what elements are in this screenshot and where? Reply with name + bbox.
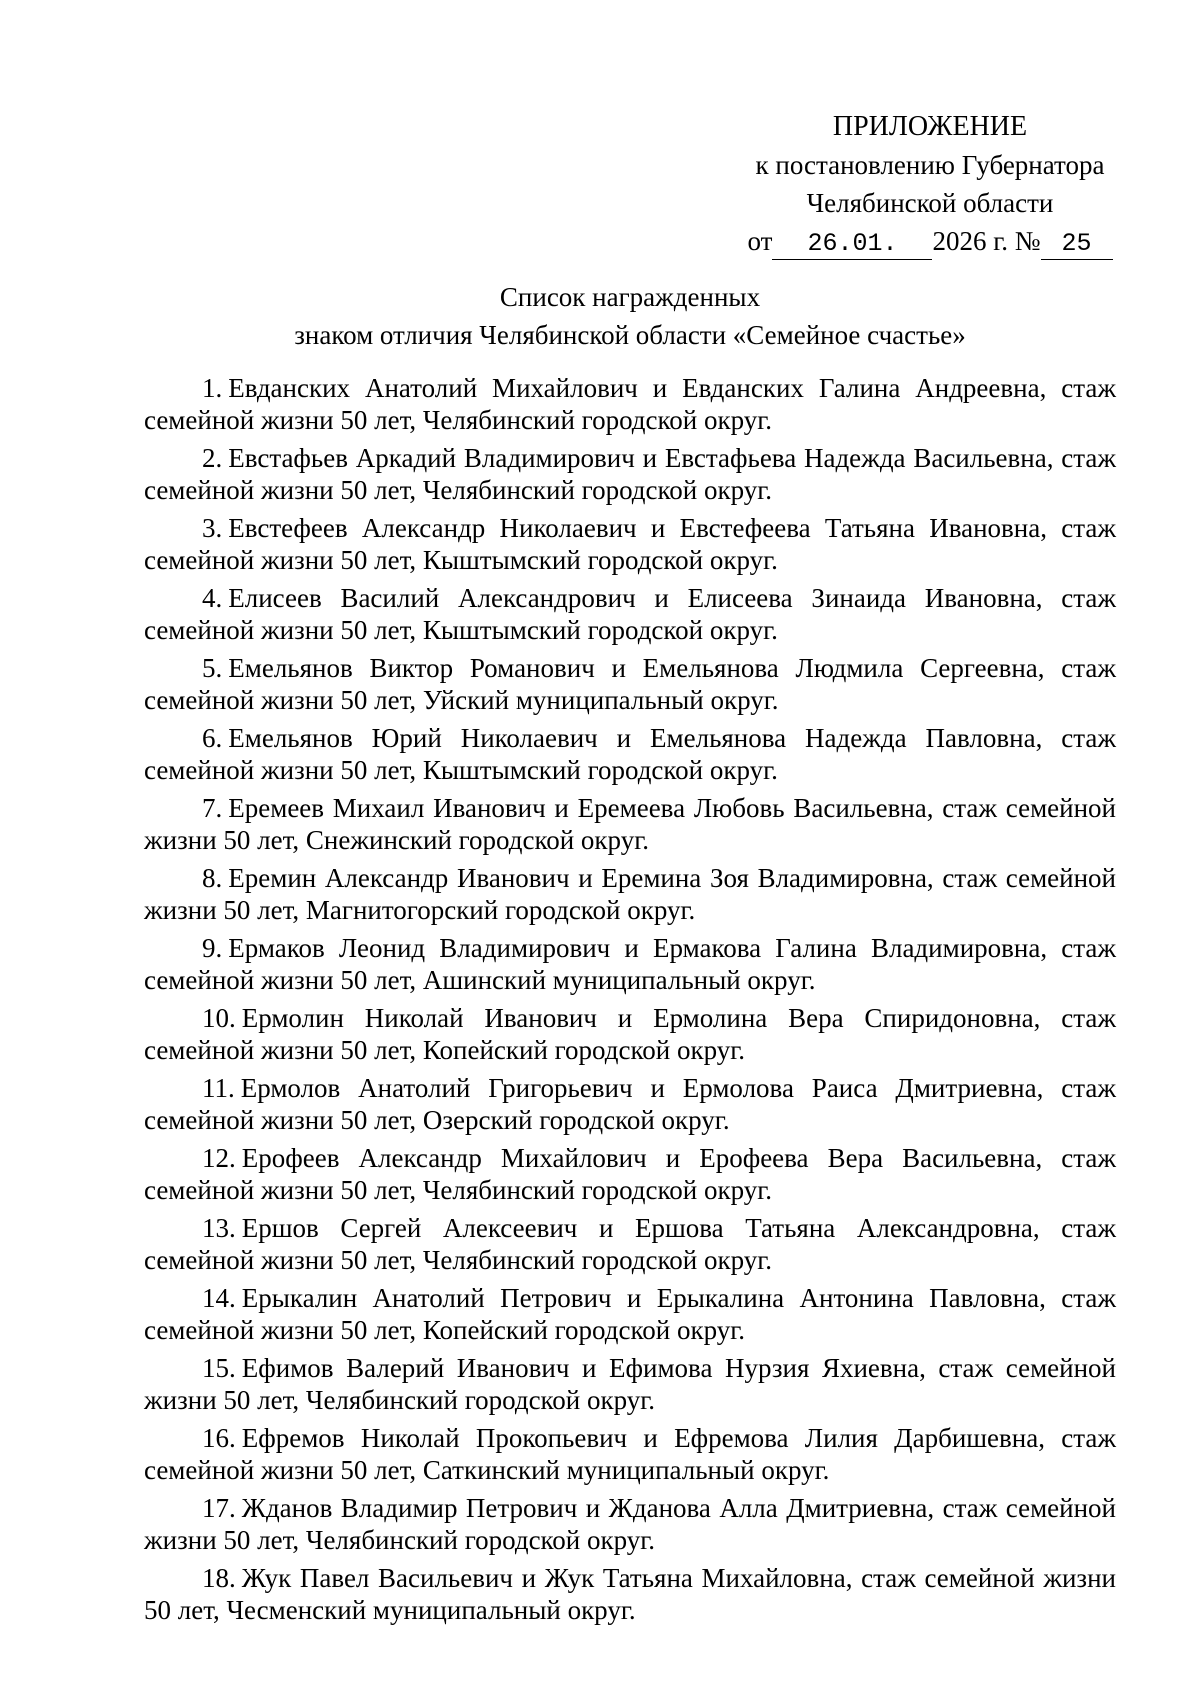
list-item: [144, 442, 1116, 506]
list-item-number: 6.: [202, 723, 223, 753]
appendix-line-decree: к постановлению Губернатора: [755, 150, 1105, 180]
list-item-text: Евстафьев Аркадий Владимирович и Евстафьева Надежда Васильевна, стаж семейной жизни 50 лет, Челябинский городской округ.: [144, 443, 1116, 505]
list-item-text: Емельянов Виктор Романович и Емельянова Людмила Сергеевна, стаж семейной жизни 50 лет, Уйский муниципальный округ.: [144, 653, 1116, 715]
list-item: [144, 1212, 1116, 1276]
number-underline: [1041, 226, 1113, 260]
list-item-text: Ермолин Николай Иванович и Ермолина Вера Спиридоновна, стаж семейной жизни 50 лет, Копейский городской округ.: [144, 1003, 1116, 1065]
list-item-text: Ершов Сергей Алексеевич и Ершова Татьяна Александровна, стаж семейной жизни 50 лет, Челябинский городской округ.: [144, 1213, 1116, 1275]
appendix-date-line: [730, 222, 1130, 260]
list-item: [144, 792, 1116, 856]
list-item: [144, 1072, 1116, 1136]
list-item: [144, 862, 1116, 926]
list-item: [144, 582, 1116, 646]
list-item: [144, 1562, 1116, 1626]
list-item-text: Ерыкалин Анатолий Петрович и Ерыкалина Антонина Павловна, стаж семейной жизни 50 лет, Копейский городской округ.: [144, 1283, 1116, 1345]
decree-number: 25: [1061, 229, 1092, 258]
list-item-text: Евстефеев Александр Николаевич и Евстефеева Татьяна Ивановна, стаж семейной жизни 50 лет, Кыштымский городской округ.: [144, 513, 1116, 575]
list-item-text: Жданов Владимир Петрович и Жданова Алла Дмитриевна, стаж семейной жизни 50 лет, Челябинский городской округ.: [144, 1493, 1116, 1555]
list-item-number: 8.: [202, 863, 223, 893]
title-line-2: знаком отличия Челябинской области «Семейное счастье»: [294, 320, 966, 350]
appendix-line-region: Челябинской области: [806, 188, 1054, 218]
list-item-number: 5.: [202, 653, 223, 683]
list-item-number: 2.: [202, 443, 223, 473]
list-item-text: Ефремов Николай Прокопьевич и Ефремова Лилия Дарбишевна, стаж семейной жизни 50 лет, Саткинский муниципальный округ.: [144, 1423, 1116, 1485]
list-item: [144, 1002, 1116, 1066]
document-title: [180, 278, 1080, 354]
from-label: от: [747, 226, 773, 256]
number-label: №: [1014, 226, 1041, 256]
list-item-text: Жук Павел Васильевич и Жук Татьяна Михайловна, стаж семейной жизни 50 лет, Чесменский муниципальный округ.: [144, 1563, 1116, 1625]
list-item-text: Евданских Анатолий Михайлович и Евданских Галина Андреевна, стаж семейной жизни 50 лет, Челябинский городской округ.: [144, 373, 1116, 435]
appendix-heading: ПРИЛОЖЕНИЕ: [832, 111, 1028, 142]
list-item-number: 16.: [202, 1423, 236, 1453]
list-item-text: Елисеев Василий Александрович и Елисеева Зинаида Ивановна, стаж семейной жизни 50 лет, Кыштымский городской округ.: [144, 583, 1116, 645]
list-item: [144, 1352, 1116, 1416]
list-item-text: Еремеев Михаил Иванович и Еремеева Любовь Васильевна, стаж семейной жизни 50 лет, Снежинский городской округ.: [144, 793, 1116, 855]
list-item-text: Емельянов Юрий Николаевич и Емельянова Надежда Павловна, стаж семейной жизни 50 лет, Кыштымский городской округ.: [144, 723, 1116, 785]
list-item: [144, 1422, 1116, 1486]
list-item-number: 7.: [202, 793, 223, 823]
list-item: [144, 652, 1116, 716]
list-item-number: 15.: [202, 1353, 236, 1383]
appendix-block: [730, 108, 1130, 260]
list-item-number: 9.: [202, 933, 223, 963]
list-item-number: 4.: [202, 583, 223, 613]
list-item-number: 3.: [202, 513, 223, 543]
list-item-number: 1.: [202, 373, 223, 403]
list-item-text: Еремин Александр Иванович и Еремина Зоя Владимировна, стаж семейной жизни 50 лет, Магнитогорский городской округ.: [144, 863, 1116, 925]
list-item: [144, 722, 1116, 786]
awardee-list: [144, 372, 1116, 1632]
list-item-number: 10.: [202, 1003, 236, 1033]
list-item-number: 12.: [202, 1143, 236, 1173]
list-item-number: 17.: [202, 1493, 236, 1523]
list-item: [144, 372, 1116, 436]
list-item-text: Ермаков Леонид Владимирович и Ермакова Галина Владимировна, стаж семейной жизни 50 лет, Ашинский муниципальный округ.: [144, 933, 1116, 995]
date-underline: [772, 226, 932, 260]
list-item-text: Ермолов Анатолий Григорьевич и Ермолова Раиса Дмитриевна, стаж семейной жизни 50 лет, Озерский городской округ.: [144, 1073, 1116, 1135]
list-item-number: 18.: [202, 1563, 236, 1593]
decree-date: 26.01.: [807, 229, 898, 258]
title-line-1: Список награжденных: [499, 282, 761, 312]
list-item-text: Ефимов Валерий Иванович и Ефимова Нурзия Яхиевна, стаж семейной жизни 50 лет, Челябинский городской округ.: [144, 1353, 1116, 1415]
decree-year: 2026 г.: [932, 226, 1008, 256]
list-item-number: 11.: [202, 1073, 235, 1103]
list-item: [144, 1142, 1116, 1206]
list-item-number: 14.: [202, 1283, 236, 1313]
list-item: [144, 1282, 1116, 1346]
list-item: [144, 932, 1116, 996]
list-item-number: 13.: [202, 1213, 236, 1243]
list-item: [144, 1492, 1116, 1556]
list-item-text: Ерофеев Александр Михайлович и Ерофеева Вера Васильевна, стаж семейной жизни 50 лет, Челябинский городской округ.: [144, 1143, 1116, 1205]
list-item: [144, 512, 1116, 576]
